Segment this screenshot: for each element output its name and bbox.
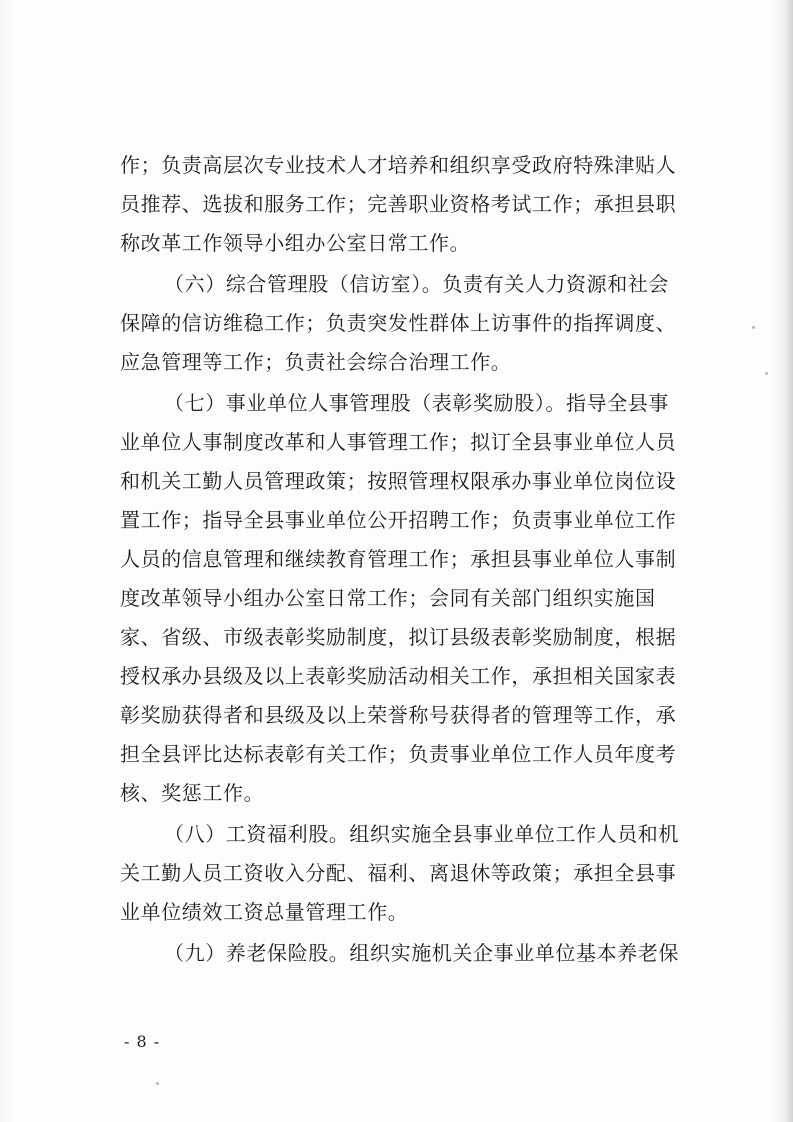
paragraph-p-continued: [120, 146, 680, 263]
paragraph-p-eight: [120, 815, 680, 932]
text-line: 业单位绩效工资总量管理工作。: [120, 900, 409, 924]
text-line: （九）养老保险股。组织实施机关企事业单位基本养老保: [164, 941, 679, 965]
scan-speck: [156, 1082, 159, 1085]
text-line: 人员的信息管理和继续教育管理工作；承担县事业单位人事制: [120, 547, 677, 571]
text-line: 度改革领导小组办公室日常工作；会同有关部门组织实施国: [120, 586, 656, 610]
text-line: 家、省级、市级表彰奖励制度，拟订县级表彰奖励制度，根据: [120, 625, 677, 649]
text-line: 业单位人事制度改革和人事管理工作；拟订全县事业单位人员: [120, 430, 677, 454]
text-line: 称改革工作领导小组办公室日常工作。: [120, 231, 471, 255]
scan-speck: [752, 326, 755, 329]
paragraph-p-nine: [120, 934, 680, 973]
text-line: 和机关工勤人员管理政策；按照管理权限承办事业单位岗位设: [120, 469, 677, 493]
text-line: 员推荐、选拔和服务工作；完善职业资格考试工作；承担县职: [120, 192, 677, 216]
document-body: [120, 146, 680, 975]
page-number: - 8 -: [124, 1032, 161, 1051]
text-line: 授权承办县级及以上表彰奖励活动相关工作，承担相关国家表: [120, 664, 677, 688]
paragraph-p-seven: [120, 384, 680, 813]
text-line: 保障的信访维稳工作；负责突发性群体上访事件的指挥调度、: [120, 311, 677, 335]
text-line: 核、奖惩工作。: [120, 781, 265, 805]
text-line: 作；负责高层次专业技术人才培养和组织享受政府特殊津贴人: [120, 153, 677, 177]
paragraph-p-six: [120, 265, 680, 382]
text-line: （八）工资福利股。组织实施全县事业单位工作人员和机: [164, 822, 679, 846]
text-line: （六）综合管理股（信访室）。负责有关人力资源和社会: [164, 272, 669, 296]
text-line: 置工作；指导全县事业单位公开招聘工作；负责事业单位工作: [120, 508, 677, 532]
text-line: 担全县评比达标表彰有关工作；负责事业单位工作人员年度考: [120, 742, 677, 766]
text-line: 应急管理等工作；负责社会综合治理工作。: [120, 350, 512, 374]
scan-speck: [765, 372, 768, 375]
text-line: （七）事业单位人事管理股（表彰奖励股）。指导全县事: [164, 391, 669, 415]
scan-edge-shadow: [785, 0, 793, 1122]
text-line: 关工勤人员工资收入分配、福利、离退休等政策；承担全县事: [120, 861, 677, 885]
text-line: 彰奖励获得者和县级及以上荣誉称号获得者的管理等工作，承: [120, 703, 677, 727]
